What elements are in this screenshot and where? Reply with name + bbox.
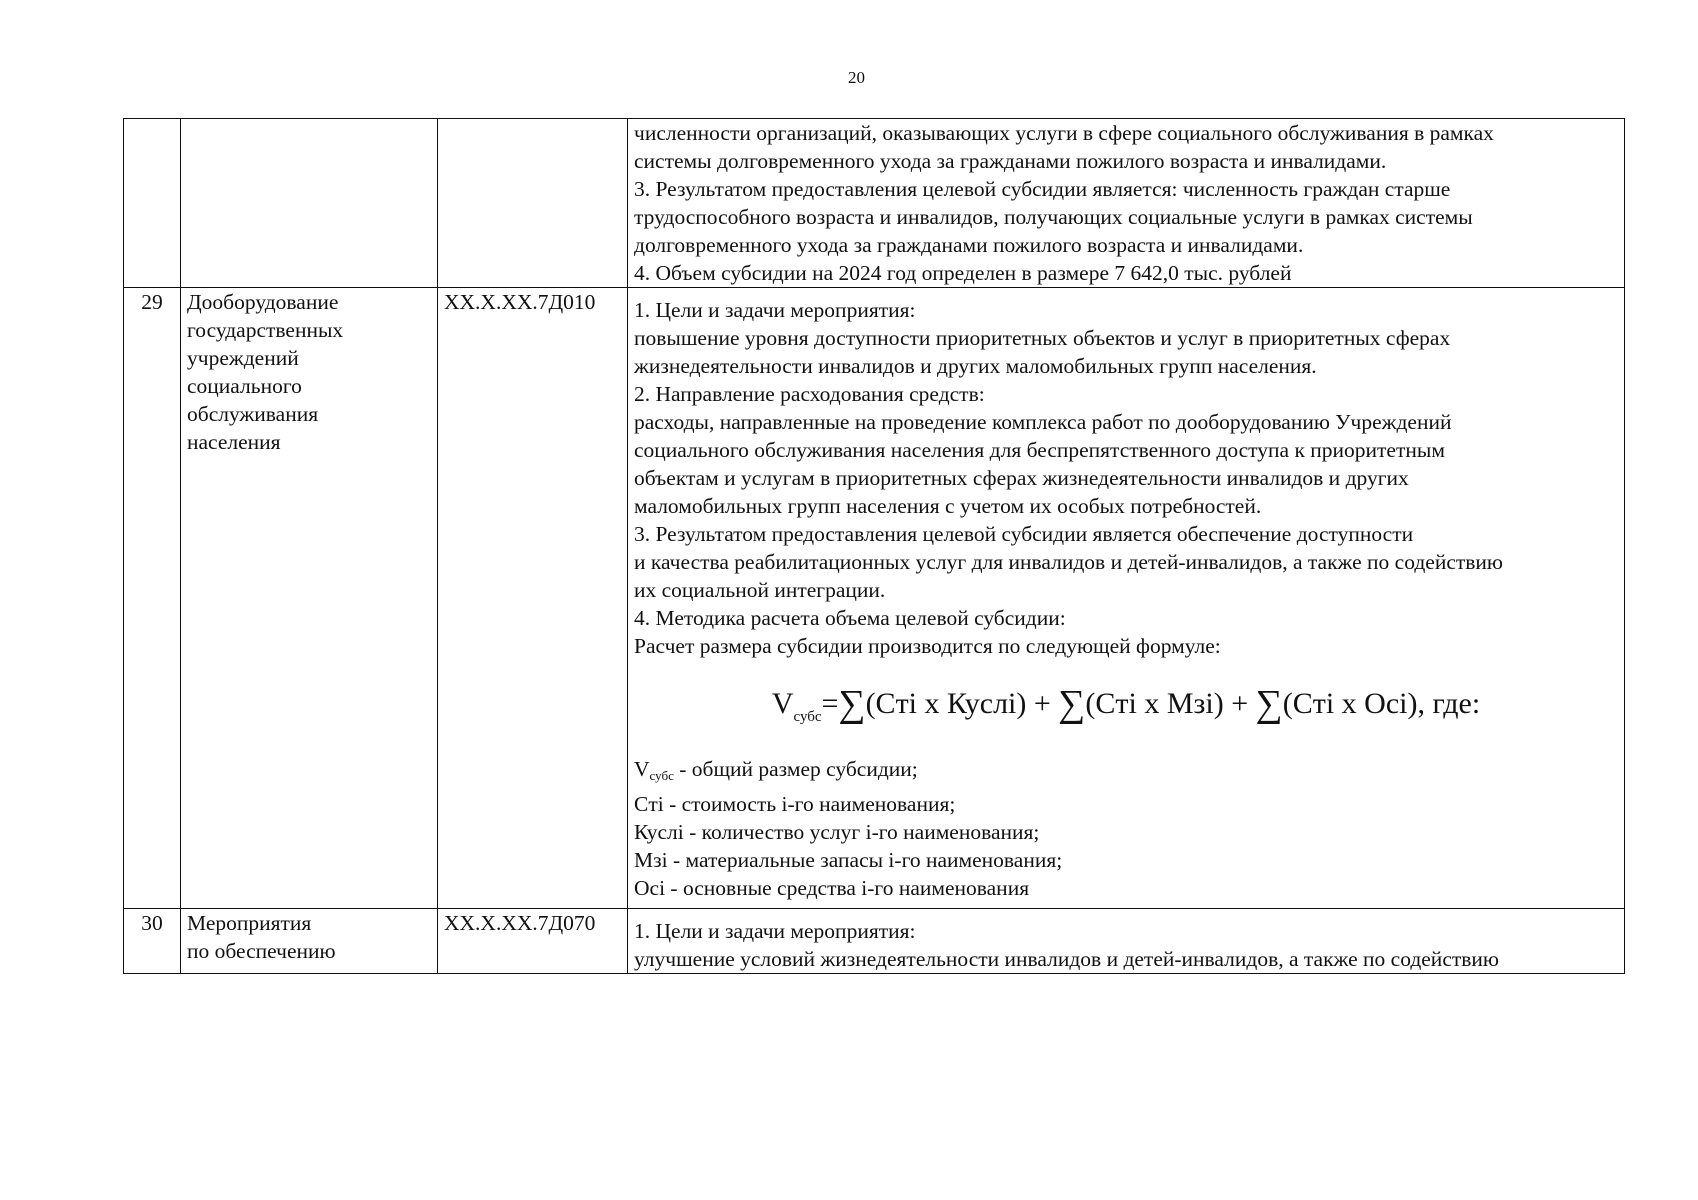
description-line: долговременного ухода за гражданами пожилого возраста и инвалидами. [634,233,1304,257]
legend-line: Oci - основные средства i-го наименования [634,876,1030,900]
cell-number: 29 [124,288,181,909]
description-line: 3. Результатом предоставления целевой субсидии является: численность граждан старше [634,177,1451,201]
sum-symbol: ∑ [1058,683,1086,725]
name-line: учреждений [187,346,299,370]
name-line: Мероприятия [187,911,312,935]
formula-term: (Cтi x Mзi) [1085,687,1224,720]
description-line: и качества реабилитационных услуг для инвалидов и детей-инвалидов, а также по содействию [634,550,1503,574]
description-line: маломобильных групп населения с учетом их особых потребностей. [634,494,1262,518]
cell-code: XX.X.XX.7Д070 [438,909,628,974]
legend-line: Mзi - материальные запасы i-го наименования; [634,848,1063,872]
formula-plus: + [1026,687,1059,720]
name-line: обслуживания [187,402,319,426]
table-row-30 [124,909,1625,974]
name-line: по обеспечению [187,939,336,963]
description-line: численности организаций, оказывающих услуги в сфере социального обслуживания в рамках [634,121,1494,145]
name-line: Дооборудование [187,290,339,314]
cell-code: XX.X.XX.7Д010 [438,288,628,909]
formula-equals: = [821,687,839,720]
subsidy-formula [634,683,1618,735]
measures-table [123,118,1625,974]
description-line: социального обслуживания населения для беспрепятственного доступа к приоритетным [634,438,1445,462]
formula-term: (Cтi x Oci), где: [1282,687,1481,720]
description-line: улучшение условий жизнедеятельности инвалидов и детей-инвалидов, а также по содействию [634,947,1499,971]
legend-line: Куслi - количество услуг i-го наименования; [634,820,1040,844]
description-line: 3. Результатом предоставления целевой субсидии является обеспечение доступности [634,522,1414,546]
name-line: населения [187,430,281,454]
cell-number [124,119,181,288]
cell-description [628,909,1625,974]
description-line: жизнедеятельности инвалидов и других маломобильных групп населения. [634,354,1317,378]
cell-number: 30 [124,909,181,974]
description-line: 2. Направление расходования средств: [634,382,985,406]
description-line: трудоспособного возраста и инвалидов, получающих социальные услуги в рамках системы [634,205,1473,229]
formula-v: V [771,687,794,720]
legend-v-text: - общий размер субсидии; [673,757,918,781]
formula-term: (Cтi x Куслi) [865,687,1027,720]
cell-description [628,288,1625,909]
cell-name [181,288,438,909]
description-line: повышение уровня доступности приоритетных объектов и услуг в приоритетных сферах [634,326,1451,350]
description-line: расходы, направленные на проведение комплекса работ по дооборудованию Учреждений [634,410,1452,434]
name-line: социального [187,374,302,398]
cell-code [438,119,628,288]
description-line: системы долговременного ухода за гражданами пожилого возраста и инвалидами. [634,149,1387,173]
description-line: 4. Объем субсидии на 2024 год определен в размере 7 642,0 тыс. рублей [634,261,1292,285]
legend-v: V [634,757,650,781]
legend-v-subscript: субс [649,768,674,783]
description-line: Расчет размера субсидии производится по следующей формуле: [634,634,1221,658]
legend-line: Cтi - стоимость i-го наименования; [634,792,956,816]
name-line: государственных [187,318,344,342]
cell-description [628,119,1625,288]
legend-line [634,755,1618,790]
table-row-29 [124,288,1625,909]
description-line: их социальной интеграции. [634,578,886,602]
table-row-continued [124,119,1625,288]
description-line: 1. Цели и задачи мероприятия: [634,919,916,943]
formula-plus: + [1223,687,1256,720]
cell-name [181,909,438,974]
sum-symbol: ∑ [838,683,866,725]
description-line: 4. Методика расчета объема целевой субсидии: [634,606,1066,630]
cell-name [181,119,438,288]
description-line: 1. Цели и задачи мероприятия: [634,298,916,322]
formula-v-subscript: субс [793,709,822,725]
page-number: 20 [848,68,865,87]
description-line: объектам и услугам в приоритетных сферах жизнедеятельности инвалидов и других [634,466,1409,490]
sum-symbol: ∑ [1255,683,1283,725]
